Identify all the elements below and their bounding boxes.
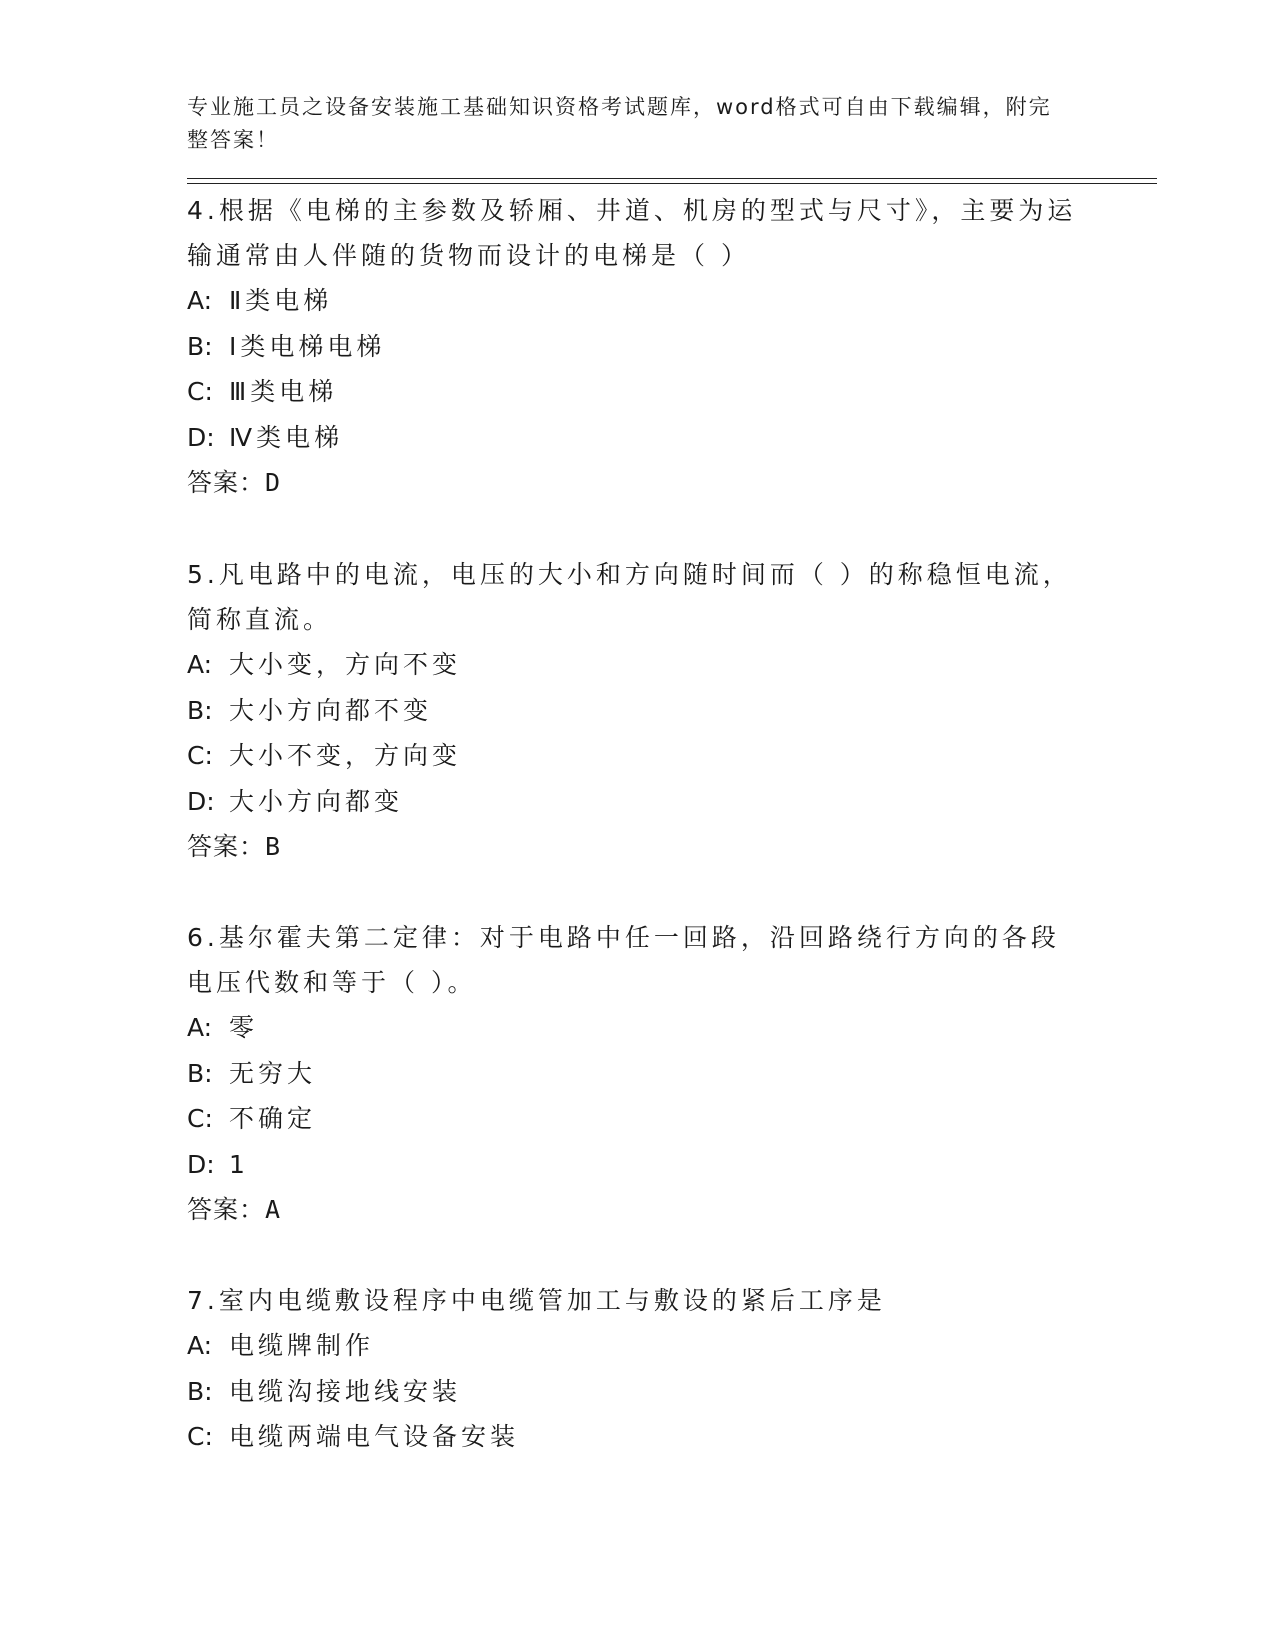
option-text: 电缆牌制作 xyxy=(229,1331,375,1360)
answer-label: 答案： xyxy=(187,832,266,861)
answer-label: 答案： xyxy=(187,1195,266,1224)
question-5 xyxy=(187,552,1087,869)
option-a xyxy=(187,1323,1087,1369)
option-key: B: xyxy=(187,1058,213,1088)
answer-label: 答案： xyxy=(187,468,266,497)
option-b xyxy=(187,324,1087,370)
option-text: Ⅳ类电梯 xyxy=(229,422,344,452)
question-4 xyxy=(187,188,1087,505)
question-6 xyxy=(187,915,1087,1232)
option-text: Ⅰ类电梯电梯 xyxy=(229,331,386,361)
question-text: 6.基尔霍夫第二定律：对于电路中任一回路，沿回路绕行方向的各段电压代数和等于（ ）。 xyxy=(187,923,1060,997)
question-text: 7.室内电缆敷设程序中电缆管加工与敷设的紧后工序是 xyxy=(187,1286,886,1315)
option-key: A: xyxy=(187,1013,213,1042)
question-7 xyxy=(187,1278,1087,1460)
option-text: Ⅲ类电梯 xyxy=(229,377,338,406)
option-key: C: xyxy=(187,1422,213,1451)
option-d xyxy=(187,1142,1087,1188)
option-key: A: xyxy=(187,1331,213,1360)
question-text: 5.凡电路中的电流，电压的大小和方向随时间而（ ）的称稳恒电流，简称直流。 xyxy=(187,560,1072,634)
option-key: A: xyxy=(187,650,213,679)
option-key: B: xyxy=(187,331,213,361)
option-b xyxy=(187,1369,1087,1415)
option-a xyxy=(187,278,1087,324)
option-text: 大小方向都不变 xyxy=(229,695,433,725)
option-key: C: xyxy=(187,1104,213,1133)
option-c xyxy=(187,733,1087,779)
answer-value: A xyxy=(265,1195,281,1224)
option-key: A: xyxy=(187,286,213,315)
option-key: D: xyxy=(187,1149,215,1179)
answer-line xyxy=(187,460,1087,505)
option-c xyxy=(187,1414,1087,1460)
option-key: B: xyxy=(187,695,213,725)
option-text: 1 xyxy=(229,1149,249,1179)
option-key: D: xyxy=(187,422,215,452)
header-divider-bottom xyxy=(187,183,1157,184)
option-b xyxy=(187,688,1087,734)
option-text: 大小方向都变 xyxy=(229,786,404,816)
option-text: 零 xyxy=(229,1013,259,1042)
option-a xyxy=(187,642,1087,688)
answer-value: B xyxy=(265,832,281,861)
option-key: C: xyxy=(187,377,213,406)
header-divider-top xyxy=(187,178,1157,179)
option-text: Ⅱ类电梯 xyxy=(229,286,333,315)
option-text: 不确定 xyxy=(229,1104,317,1133)
document-intro: 专业施工员之设备安装施工基础知识资格考试题库，word格式可自由下载编辑，附完整答案！ xyxy=(187,95,1052,152)
option-c xyxy=(187,369,1087,415)
option-text: 电缆沟接地线安装 xyxy=(229,1376,462,1406)
option-key: B: xyxy=(187,1376,213,1406)
option-text: 电缆两端电气设备安装 xyxy=(229,1422,520,1451)
option-key: C: xyxy=(187,741,213,770)
option-c xyxy=(187,1096,1087,1142)
question-text: 4.根据《电梯的主参数及轿厢、井道、机房的型式与尺寸》，主要为运输通常由人伴随的货物而设计的电梯是（ ） xyxy=(187,196,1077,270)
option-a xyxy=(187,1005,1087,1051)
answer-line xyxy=(187,1187,1087,1232)
option-key: D: xyxy=(187,786,215,816)
answer-line xyxy=(187,824,1087,869)
option-d xyxy=(187,779,1087,825)
option-text: 无穷大 xyxy=(229,1058,317,1088)
option-d xyxy=(187,415,1087,461)
answer-value: D xyxy=(265,468,281,497)
option-text: 大小不变，方向变 xyxy=(229,741,462,770)
option-b xyxy=(187,1051,1087,1097)
option-text: 大小变，方向不变 xyxy=(229,650,462,679)
